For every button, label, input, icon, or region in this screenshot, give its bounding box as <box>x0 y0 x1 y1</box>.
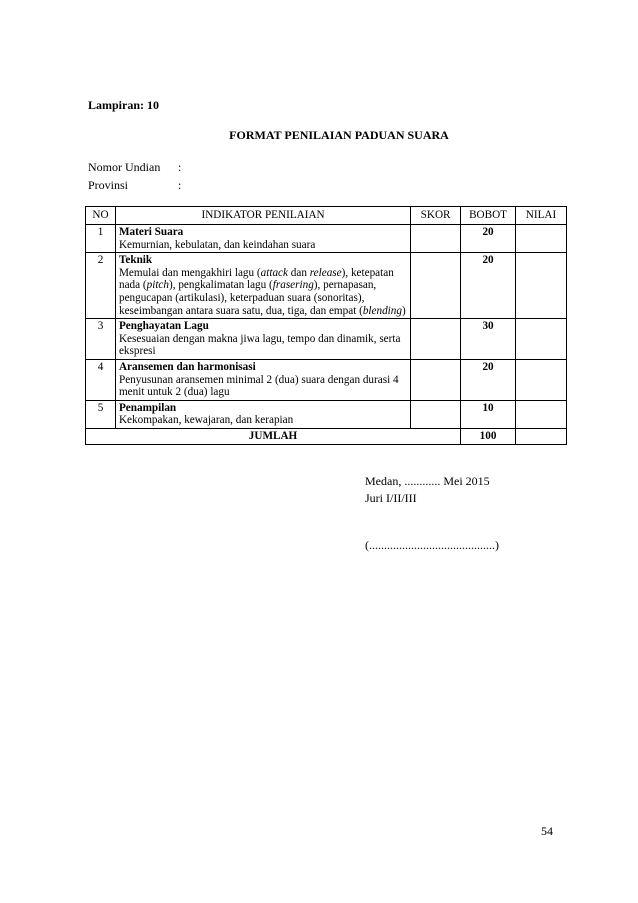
nomor-undian-label: Nomor Undian <box>88 160 161 174</box>
skor-cell[interactable] <box>411 225 461 253</box>
row-indikator <box>115 253 410 319</box>
total-nilai-cell[interactable] <box>516 428 567 444</box>
desc-text: ), pernapasan, pengucapan (artikulasi), keterpaduan suara (sonoritas), keseimbangan antara suara satu, dua, tiga, dan empat ( <box>118 279 377 317</box>
row-no: 3 <box>86 319 116 360</box>
signature-place-date: Medan, ............ Mei 2015 <box>365 474 490 488</box>
bobot-cell: 20 <box>461 225 516 253</box>
desc-term: attack <box>260 266 288 279</box>
skor-cell[interactable] <box>411 359 461 400</box>
row-indikator <box>115 319 410 360</box>
indikator-desc: Kesesuaian dengan makna jiwa lagu, tempo dan dinamik, serta ekspresi <box>118 332 401 358</box>
nilai-cell[interactable] <box>516 400 567 428</box>
skor-cell[interactable] <box>411 319 461 360</box>
nomor-undian-separator: : <box>178 160 182 174</box>
header-no: NO <box>86 207 116 225</box>
table-header-row <box>86 207 567 225</box>
table-row <box>86 319 567 360</box>
desc-text: dan <box>287 266 310 279</box>
row-indikator <box>115 400 410 428</box>
total-bobot: 100 <box>461 428 516 444</box>
table-total-row <box>86 428 567 444</box>
desc-text: ), pengkalimatan lagu ( <box>169 279 273 292</box>
row-no: 5 <box>86 400 116 428</box>
total-label: JUMLAH <box>86 428 461 444</box>
indikator-name: Penghayatan Lagu <box>118 320 209 333</box>
bobot-cell: 20 <box>461 359 516 400</box>
header-skor: SKOR <box>411 207 461 225</box>
desc-text: ) <box>401 304 406 317</box>
row-no: 4 <box>86 359 116 400</box>
table-row <box>86 225 567 253</box>
header-bobot: BOBOT <box>461 207 516 225</box>
indikator-name: Teknik <box>118 254 153 267</box>
table-row <box>86 359 567 400</box>
skor-cell[interactable] <box>411 400 461 428</box>
bobot-cell: 10 <box>461 400 516 428</box>
indikator-name: Materi Suara <box>118 226 184 238</box>
row-no: 2 <box>86 253 116 319</box>
nilai-cell[interactable] <box>516 225 567 253</box>
nilai-cell[interactable] <box>516 253 567 319</box>
indikator-desc: Kekompakan, kewajaran, dan kerapian <box>118 414 294 427</box>
header-nilai: NILAI <box>516 207 567 225</box>
provinsi-label: Provinsi <box>88 178 129 192</box>
assessment-table <box>85 206 567 445</box>
nomor-undian-field <box>88 160 181 175</box>
indikator-desc: Penyusunan aransemen minimal 2 (dua) suara dengan durasi 4 menit untuk 2 (dua) lagu <box>118 373 399 399</box>
signature-role: Juri I/II/III <box>365 491 417 505</box>
page-number: 54 <box>541 824 553 838</box>
row-no: 1 <box>86 225 116 253</box>
indikator-name: Aransemen dan harmonisasi <box>118 360 256 373</box>
table-row <box>86 253 567 319</box>
signature-blank: (..........................................) <box>365 538 499 552</box>
desc-text: Memulai dan mengakhiri lagu ( <box>118 266 261 279</box>
nilai-cell[interactable] <box>516 319 567 360</box>
indikator-name: Penampilan <box>118 401 177 414</box>
desc-term: release <box>309 266 342 279</box>
page-title: FORMAT PENILAIAN PADUAN SUARA <box>229 128 449 142</box>
indikator-desc: Kemurnian, kebulatan, dan keindahan suara <box>118 238 316 251</box>
header-indikator: INDIKATOR PENILAIAN <box>115 207 410 225</box>
row-indikator <box>115 225 410 253</box>
bobot-cell: 30 <box>461 319 516 360</box>
row-indikator <box>115 359 410 400</box>
bobot-cell: 20 <box>461 253 516 319</box>
nilai-cell[interactable] <box>516 359 567 400</box>
desc-term: frasering <box>272 279 314 292</box>
desc-term: pitch <box>146 279 169 292</box>
desc-term: blending <box>362 304 402 317</box>
provinsi-separator: : <box>178 178 182 192</box>
indikator-desc-teknik <box>119 267 407 317</box>
desc-text: ), ketepatan nada ( <box>118 266 394 292</box>
provinsi-field <box>88 178 181 193</box>
skor-cell[interactable] <box>411 253 461 319</box>
table-row <box>86 400 567 428</box>
lampiran-label: Lampiran: 10 <box>88 98 160 112</box>
